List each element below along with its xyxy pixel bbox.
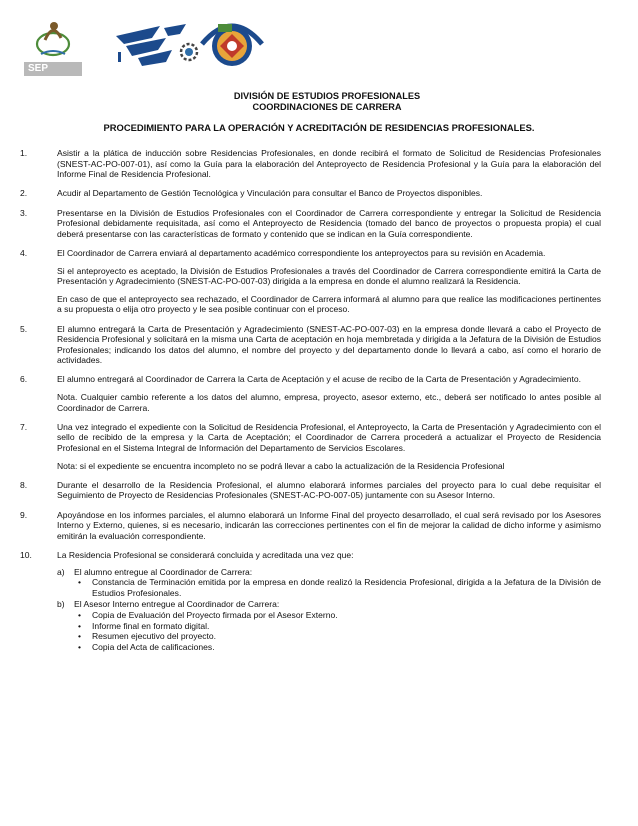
bullet-icon: • xyxy=(78,631,81,642)
step-4 xyxy=(20,247,601,315)
part-text: El alumno entregue al Coordinador de Carrera: xyxy=(74,566,253,577)
list-item xyxy=(74,631,601,642)
list-item-text: Resumen ejecutivo del proyecto. xyxy=(92,631,216,642)
step-5 xyxy=(20,323,601,366)
step-text: Una vez integrado el expediente con la Solicitud de Residencia Profesional, el Anteproyecto, la Carta de Presentación y Agradecimiento con el sello de recibido de la empresa y la Carta de Aceptación; el Coordinador de Carrera procederá a actualizar el Proyecto de Residencia Profesional en el Sistema Integral de Información del Departamento de Servicios Escolares. xyxy=(57,421,601,454)
step-8 xyxy=(20,479,601,501)
step-9 xyxy=(20,509,601,542)
list-item xyxy=(74,621,601,632)
step-text: Apoyándose en los informes parciales, el alumno elaborará un Informe Final del proyecto desarrollado, el cual será revisado por los Asesores Interno y Externo, quienes, si es necesario, indicarán las correcciones pertinentes con el fin de mejorar la calidad de dicho informe y asimismo emitirán la evaluación correspondiente. xyxy=(57,509,601,541)
part-label: a) xyxy=(57,566,65,577)
mexican-seal-icon xyxy=(24,10,82,62)
step-6 xyxy=(20,374,601,413)
list-item-text: Informe final en formato digital. xyxy=(92,620,210,631)
bullet-icon: • xyxy=(78,620,81,631)
step-number: 4. xyxy=(20,247,28,258)
part-text: El Asesor Interno entregue al Coordinador de Carrera: xyxy=(74,599,280,610)
step-7 xyxy=(20,421,601,471)
part-label: b) xyxy=(57,599,65,610)
step-text: Durante el desarrollo de la Residencia Profesional, el alumno elaborará informes parciales del proyecto para lo cual debe requisitar el Seguimiento de Proyecto de Residencias Profesionales (SNEST-AC-PO-007-05) juntamente con su Asesor Interno. xyxy=(57,479,601,501)
list-item-text: Copia de Evaluación del Proyecto firmada por el Asesor Externo. xyxy=(92,609,338,620)
procedure-title: PROCEDIMIENTO PARA LA OPERACIÓN Y ACREDITACIÓN DE RESIDENCIAS PROFESIONALES. xyxy=(103,122,535,133)
step-number: 1. xyxy=(20,148,28,158)
sep-logo xyxy=(24,10,82,76)
step-note: Nota: si el expediente se encuentra incompleto no se podrá llevar a cabo la actualización de la Residencia Profesional xyxy=(57,460,505,471)
step-paragraph: Si el anteproyecto es aceptado, la División de Estudios Profesionales a través del Coordinador de Carrera correspondiente emitirá la Carta de Presentación y Agradecimiento (SNEST-AC-PO-007-03) dirigida a la empresa en donde el alumno realizará la Residencia. xyxy=(57,265,601,287)
step-number: 2. xyxy=(20,188,28,199)
list-item-text: Copia del Acta de calificaciones. xyxy=(92,641,215,652)
list-item-text: Constancia de Terminación emitida por la empresa en donde realizó la Residencia Profesional, dirigida a la Jefatura de la División de Estudios Profesionales. xyxy=(92,577,601,598)
step-number: 10. xyxy=(20,549,32,560)
step-text: Asistir a la plática de inducción sobre Residencias Profesionales, en donde recibirá el formato de Solicitud de Residencias Profesionales (SNEST-AC-PO-007-01), así como la Guía para la elaboración del Anteproyecto de Residencia Profesional y la Guía para la elaboración del Informe Final de Residencia Profesional. xyxy=(57,148,601,180)
bullet-icon: • xyxy=(78,641,81,652)
step-number: 7. xyxy=(20,421,28,432)
step-10-part-a xyxy=(57,567,601,599)
list-item xyxy=(74,577,601,598)
step-2 xyxy=(20,188,601,199)
bullet-icon: • xyxy=(78,609,81,620)
procedure-steps xyxy=(20,148,601,661)
list-item xyxy=(74,610,601,621)
step-number: 8. xyxy=(20,479,28,490)
step-text: El alumno entregará la Carta de Presentación y Agradecimiento (SNEST-AC-PO-007-03) en la empresa donde llevará a cabo el Proyecto de Residencia Profesional y solicitará en la misma una Carta de aceptación en hoja membretada y dirigida a la Jefatura de la División de Estudios Profesionales; indicando los datos del alumno, el nombre del proyecto y del departamento donde lo llevará a cabo, así como el horario de actividades. xyxy=(57,323,601,366)
list-item xyxy=(74,642,601,653)
step-number: 5. xyxy=(20,323,28,334)
step-text: Presentarse en la División de Estudios Profesionales con el Coordinador de Carrera correspondiente y entregar la Solicitud de Residencia Profesional debidamente requisitada, así como el Anteproyecto de Residencia (tomado del banco de proyectos o propuesta propia) el cual deberá presentarse con las características de formato y contenido que se indican en la Guía correspondiente. xyxy=(57,207,601,239)
step-text: El alumno entregará al Coordinador de Carrera la Carta de Aceptación y el acuse de recibo de la Carta de Presentación y Agradecimiento. xyxy=(57,374,582,385)
step-text: La Residencia Profesional se considerará concluida y acreditada una vez que: xyxy=(57,549,354,560)
step-number: 3. xyxy=(20,207,28,218)
division-title: DIVISIÓN DE ESTUDIOS PROFESIONALES xyxy=(233,91,421,101)
tecnologico-logo-icon xyxy=(196,14,268,70)
step-text: Acudir al Departamento de Gestión Tecnológica y Vinculación para consultar el Banco de Proyectos disponibles. xyxy=(57,188,483,199)
step-number: 9. xyxy=(20,509,28,520)
step-10 xyxy=(20,549,601,652)
bullet-icon: • xyxy=(78,577,81,588)
sep-label: SEP xyxy=(24,62,82,76)
step-10-part-b xyxy=(57,599,601,652)
step-number: 6. xyxy=(20,374,28,385)
step-3 xyxy=(20,207,601,240)
coordination-title: COORDINACIONES DE CARRERA xyxy=(252,102,402,112)
step-note: Nota. Cualquier cambio referente a los datos del alumno, empresa, proyecto, asesor externo, etc., deberá ser notificado lo antes posible al Coordinador de Carrera. xyxy=(57,392,601,413)
step-1 xyxy=(20,148,601,180)
step-text: El Coordinador de Carrera enviará al departamento académico correspondiente los anteproyectos para su revisión en Academia. xyxy=(57,247,546,258)
step-paragraph: En caso de que el anteproyecto sea rechazado, el Coordinador de Carrera informará al alumno para que realice las modificaciones pertinentes a su propuesta o elija otro proyecto y le sea posible continuar con el proceso. xyxy=(57,293,601,315)
